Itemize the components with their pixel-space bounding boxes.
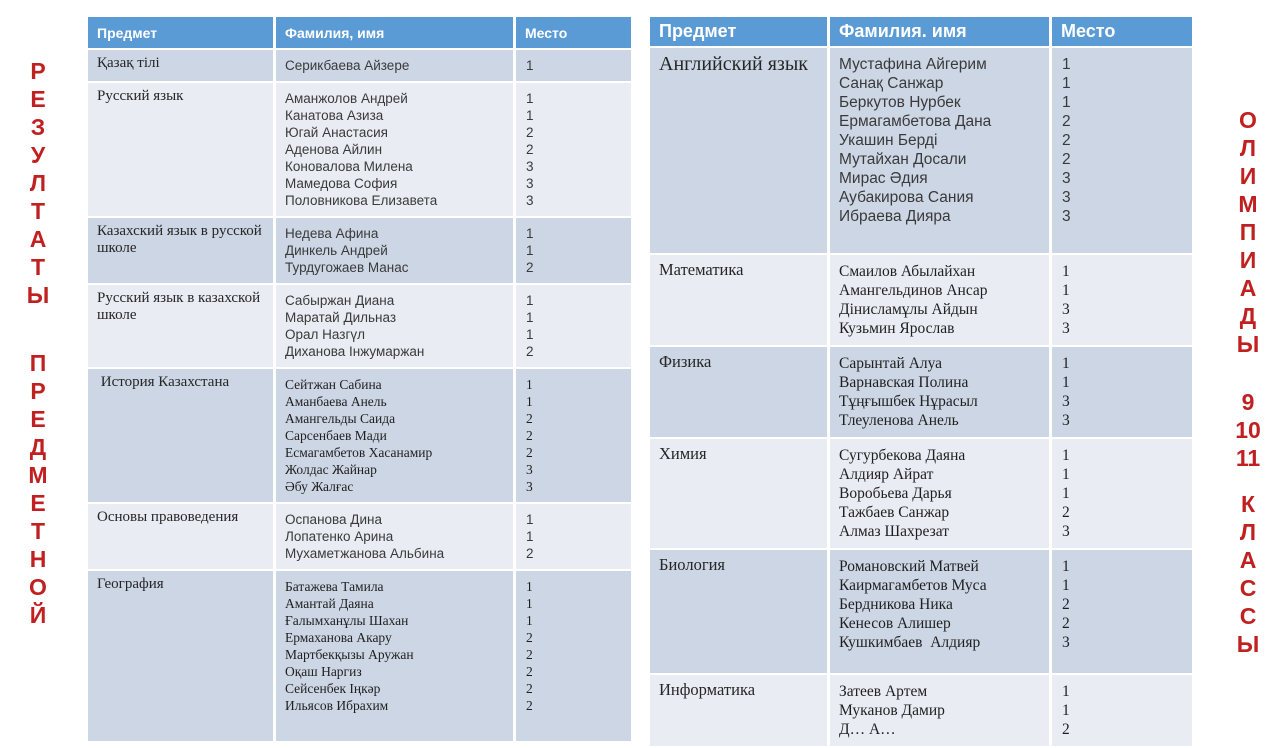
place-line: 2	[526, 698, 533, 713]
vertical-letter: З	[30, 114, 46, 140]
place-line: 2	[1062, 615, 1070, 632]
place-cell	[516, 369, 631, 504]
place-line: 1	[526, 596, 533, 611]
column-header: Фамилия. имя	[830, 17, 1052, 48]
name-line: Бердникова Ника	[839, 596, 953, 613]
vertical-letter: Р	[30, 378, 46, 404]
places-stack	[516, 285, 631, 367]
vertical-letter: С	[1239, 575, 1257, 601]
places-stack	[516, 218, 631, 283]
place-cell	[1052, 255, 1192, 347]
name-line: Мамедова София	[285, 176, 398, 191]
vertical-letter: А	[1239, 547, 1257, 573]
place-line: 3	[1062, 412, 1070, 429]
names-stack	[276, 83, 513, 216]
name-line: Алмаз Шахрезат	[839, 523, 949, 540]
place-line: 1	[526, 377, 533, 392]
place-line: 1	[1062, 683, 1070, 700]
place-line: 1	[526, 58, 534, 73]
vertical-letter: И	[1239, 247, 1257, 273]
name-line: Половникова Елизавета	[285, 193, 438, 208]
place-cell	[516, 218, 631, 285]
place-line: 2	[526, 681, 533, 696]
name-line: Муканов Дамир	[839, 702, 945, 719]
name-line: Ғалымханұлы Шахан	[285, 613, 409, 628]
vertical-letter: Л	[1239, 519, 1257, 545]
vertical-letter: А	[1239, 275, 1257, 301]
left-results-table	[88, 17, 631, 743]
name-line: Жолдас Жайнар	[285, 462, 377, 477]
vertical-title-olympiad	[1228, 106, 1268, 658]
name-line: Ильясов Ибрахим	[285, 698, 389, 713]
name-line: Кузьмин Ярослав	[839, 320, 955, 337]
name-line: Тлеуленова Анель	[839, 412, 959, 429]
names-cell	[830, 675, 1052, 748]
places-stack	[1052, 255, 1192, 345]
place-cell	[1052, 48, 1192, 255]
name-line: Оқаш Наргиз	[285, 664, 362, 679]
vertical-letter: Д	[1239, 303, 1257, 329]
vertical-letter: Е	[30, 86, 46, 112]
place-line: 2	[1062, 504, 1070, 521]
places-stack	[1052, 48, 1192, 253]
name-line: Тажбаев Санжар	[839, 504, 950, 521]
name-line: Мухаметжанова Альбина	[285, 546, 445, 561]
names-cell	[830, 255, 1052, 347]
place-line: 1	[1062, 702, 1070, 719]
subject-row	[88, 83, 631, 218]
table-body	[88, 50, 631, 743]
name-line: Сугурбекова Даяна	[839, 447, 966, 464]
name-line: Диханова Інжумаржан	[285, 344, 425, 359]
name-line: Амангельдинов Ансар	[839, 282, 988, 299]
names-cell	[276, 218, 516, 285]
name-line: Серикбаева Айзере	[285, 58, 410, 73]
names-stack	[830, 675, 1049, 746]
vertical-letter: К	[1240, 491, 1256, 517]
subject-cell: Химия	[650, 439, 830, 550]
subject-row	[650, 48, 1192, 255]
place-line: 1	[1062, 282, 1070, 299]
subject-row	[88, 369, 631, 504]
label-group-gap	[18, 309, 58, 349]
vertical-letter: Т	[30, 254, 46, 280]
subject-cell: Информатика	[650, 675, 830, 748]
vertical-title-results	[18, 57, 58, 629]
place-line: 3	[526, 176, 534, 191]
vertical-letter: С	[1239, 603, 1257, 629]
name-line: Сарынтай Алуа	[839, 355, 943, 372]
vertical-letter: Н	[29, 546, 47, 572]
subject-row	[650, 255, 1192, 347]
column-header: Фамилия, имя	[276, 17, 516, 50]
place-line: 3	[1062, 170, 1071, 187]
subject-row	[650, 439, 1192, 550]
vertical-letter: Ы	[26, 282, 50, 308]
name-line: Турдугожаев Манас	[285, 260, 409, 275]
name-line: Укашин Берді	[839, 132, 938, 149]
place-line: 2	[526, 260, 534, 275]
vertical-letter: Л	[29, 170, 47, 196]
subject-cell: Қазақ тілі	[88, 50, 276, 83]
places-stack	[516, 83, 631, 216]
places-stack	[516, 369, 631, 502]
place-line: 3	[1062, 208, 1071, 225]
places-stack	[516, 50, 631, 81]
subject-cell: Основы правоведения	[88, 504, 276, 571]
vertical-letter: И	[1239, 163, 1257, 189]
column-header: Предмет	[650, 17, 830, 48]
names-stack	[276, 369, 513, 502]
place-line: 1	[1062, 56, 1071, 73]
names-stack	[830, 48, 1049, 253]
place-line: 2	[1062, 151, 1071, 168]
subject-cell: История Казахстана	[88, 369, 276, 504]
vertical-letter: Е	[30, 490, 46, 516]
place-line: 2	[526, 344, 534, 359]
name-line: Сейсенбек Іңкәр	[285, 681, 381, 696]
vertical-letter: 10	[1235, 417, 1261, 443]
name-line: Сарсенбаев Мади	[285, 428, 387, 443]
table-header	[88, 17, 631, 50]
names-cell	[830, 48, 1052, 255]
places-stack	[1052, 347, 1192, 437]
place-line: 1	[1062, 485, 1070, 502]
names-stack	[830, 439, 1049, 548]
vertical-letter: О	[29, 574, 47, 600]
column-header: Предмет	[88, 17, 276, 50]
place-line: 2	[526, 142, 534, 157]
places-stack	[516, 571, 631, 741]
place-line: 1	[526, 108, 534, 123]
name-line: Орал Назгүл	[285, 327, 365, 342]
place-line: 1	[1062, 94, 1071, 111]
place-line: 3	[1062, 189, 1071, 206]
subject-cell: Биология	[650, 550, 830, 675]
name-line: Аденова Айлин	[285, 142, 383, 157]
vertical-letter: Р	[30, 58, 46, 84]
names-stack	[830, 347, 1049, 437]
place-line: 2	[1062, 721, 1070, 738]
name-line: Динкель Андрей	[285, 243, 388, 258]
label-group-gap	[1228, 358, 1268, 388]
place-line: 2	[526, 445, 533, 460]
names-stack	[276, 218, 513, 283]
place-line: 1	[526, 91, 534, 106]
vertical-letter: У	[30, 142, 46, 168]
place-line: 2	[1062, 113, 1071, 130]
column-header: Место	[516, 17, 631, 50]
place-line: 1	[526, 310, 534, 325]
place-line: 1	[526, 613, 533, 628]
vertical-letter: Л	[1239, 135, 1257, 161]
name-line: Сабыржан Диана	[285, 293, 395, 308]
column-header: Место	[1052, 17, 1192, 48]
names-cell	[276, 571, 516, 743]
place-line: 3	[1062, 634, 1070, 651]
subject-cell: Русский язык в казахской школе	[88, 285, 276, 369]
place-line: 2	[526, 664, 533, 679]
names-cell	[276, 83, 516, 218]
name-line: Мустафина Айгерим	[839, 56, 987, 73]
place-cell	[516, 50, 631, 83]
place-line: 1	[1062, 355, 1070, 372]
name-line: Оспанова Дина	[285, 512, 382, 527]
name-line: Амантай Даяна	[285, 596, 374, 611]
subject-row	[650, 550, 1192, 675]
vertical-letter: М	[1238, 191, 1258, 217]
vertical-letter: Й	[29, 602, 47, 628]
header-row	[88, 17, 631, 50]
place-line: 1	[526, 394, 533, 409]
vertical-letter: О	[1239, 107, 1257, 133]
names-stack	[830, 550, 1049, 673]
name-line: Воробьева Дарья	[839, 485, 952, 502]
place-line: 1	[526, 293, 534, 308]
place-line: 3	[526, 193, 534, 208]
name-line: Кенесов Алишер	[839, 615, 951, 632]
names-cell	[276, 285, 516, 369]
place-line: 3	[1062, 393, 1070, 410]
place-line: 2	[526, 630, 533, 645]
table-header	[650, 17, 1192, 48]
place-line: 1	[1062, 466, 1070, 483]
place-line: 3	[1062, 320, 1070, 337]
vertical-letter: П	[29, 350, 47, 376]
name-line: Югай Анастасия	[285, 125, 388, 140]
place-cell	[1052, 675, 1192, 748]
subject-cell: Казахский язык в русской школе	[88, 218, 276, 285]
subject-row	[88, 218, 631, 285]
name-line: Смаилов Абылайхан	[839, 263, 976, 280]
place-line: 1	[526, 579, 533, 594]
name-line: Лопатенко Арина	[285, 529, 394, 544]
place-line: 2	[1062, 132, 1071, 149]
name-line: Коновалова Милена	[285, 159, 413, 174]
vertical-letter: Т	[30, 198, 46, 224]
name-line: Тұңғышбек Нұрасыл	[839, 393, 978, 410]
name-line: Алдияр Айрат	[839, 466, 934, 483]
place-line: 3	[526, 159, 534, 174]
name-line: Канатова Азиза	[285, 108, 384, 123]
place-cell	[1052, 347, 1192, 439]
places-stack	[1052, 439, 1192, 548]
names-stack	[276, 285, 513, 367]
label-group-gap	[1228, 472, 1268, 490]
subject-cell: Английский язык	[650, 48, 830, 255]
place-line: 1	[1062, 558, 1070, 575]
name-line: Затеев Артем	[839, 683, 928, 700]
name-line: Ермаханова Акару	[285, 630, 392, 645]
vertical-letter: А	[29, 226, 47, 252]
place-line: 2	[526, 411, 533, 426]
place-cell	[516, 285, 631, 369]
header-row	[650, 17, 1192, 48]
right-results-table	[650, 17, 1192, 748]
vertical-letter: Ы	[1236, 631, 1260, 657]
name-line: Каирмагамбетов Муса	[839, 577, 987, 594]
name-line: Санақ Санжар	[839, 75, 944, 92]
name-line: Амангельды Саида	[285, 411, 396, 426]
names-cell	[830, 347, 1052, 439]
name-line: Беркутов Нурбек	[839, 94, 961, 111]
places-stack	[516, 504, 631, 569]
subject-row	[650, 347, 1192, 439]
name-line: Д… А…	[839, 721, 896, 738]
subject-cell: Физика	[650, 347, 830, 439]
place-line: 1	[526, 512, 534, 527]
place-line: 1	[526, 327, 534, 342]
place-cell	[1052, 550, 1192, 675]
name-line: Әбу Жалғас	[285, 479, 354, 494]
names-cell	[276, 50, 516, 83]
name-line: Ибраева Дияра	[839, 208, 951, 225]
vertical-letter: 11	[1235, 445, 1261, 471]
vertical-letter: Д	[29, 434, 47, 460]
table-body	[650, 48, 1192, 748]
name-line: Батажева Тамила	[285, 579, 384, 594]
name-line: Недева Афина	[285, 226, 379, 241]
places-stack	[1052, 675, 1192, 746]
place-line: 3	[526, 462, 533, 477]
subject-row	[88, 285, 631, 369]
name-line: Дінисламұлы Айдын	[839, 301, 978, 318]
place-line: 1	[1062, 75, 1071, 92]
place-line: 1	[1062, 374, 1070, 391]
places-stack	[1052, 550, 1192, 673]
name-line: Есмагамбетов Хасанамир	[285, 445, 433, 460]
place-line: 2	[526, 647, 533, 662]
name-line: Ермагамбетова Дана	[839, 113, 992, 130]
subject-row	[88, 571, 631, 743]
subject-cell: Русский язык	[88, 83, 276, 218]
names-cell	[830, 439, 1052, 550]
place-line: 3	[1062, 301, 1070, 318]
name-line: Маратай Дильназ	[285, 310, 397, 325]
place-line: 3	[526, 479, 533, 494]
place-cell	[516, 571, 631, 743]
subject-row	[88, 50, 631, 83]
subject-row	[650, 675, 1192, 748]
names-cell	[276, 504, 516, 571]
name-line: Романовский Матвей	[839, 558, 979, 575]
subject-cell: География	[88, 571, 276, 743]
vertical-letter: М	[28, 462, 48, 488]
place-line: 2	[526, 125, 534, 140]
place-cell	[1052, 439, 1192, 550]
vertical-letter: Ы	[1236, 331, 1260, 357]
place-cell	[516, 504, 631, 571]
place-line: 3	[1062, 523, 1070, 540]
names-stack	[276, 504, 513, 569]
vertical-letter: Т	[30, 518, 46, 544]
subject-cell: Математика	[650, 255, 830, 347]
names-cell	[830, 550, 1052, 675]
name-line: Кушкимбаев Алдияр	[839, 634, 981, 651]
place-line: 1	[1062, 447, 1070, 464]
place-line: 2	[526, 428, 533, 443]
name-line: Аубакирова Сания	[839, 189, 974, 206]
vertical-letter: Е	[30, 406, 46, 432]
place-line: 1	[526, 243, 534, 258]
name-line: Аманжолов Андрей	[285, 91, 408, 106]
names-cell	[276, 369, 516, 504]
place-line: 1	[1062, 263, 1070, 280]
names-stack	[830, 255, 1049, 345]
place-line: 1	[526, 226, 534, 241]
name-line: Мартбекқызы Аружан	[285, 647, 414, 662]
place-line: 2	[1062, 596, 1070, 613]
name-line: Варнавская Полина	[839, 374, 969, 391]
names-stack	[276, 571, 513, 741]
names-stack	[276, 50, 513, 81]
vertical-letter: П	[1239, 219, 1257, 245]
place-line: 1	[526, 529, 534, 544]
subject-row	[88, 504, 631, 571]
name-line: Аманбаева Анель	[285, 394, 387, 409]
name-line: Мирас Әдия	[839, 170, 928, 187]
place-line: 2	[526, 546, 534, 561]
vertical-letter: 9	[1241, 389, 1255, 415]
name-line: Сейтжан Сабина	[285, 377, 382, 392]
place-line: 1	[1062, 577, 1070, 594]
name-line: Мутайхан Досали	[839, 151, 967, 168]
place-cell	[516, 83, 631, 218]
